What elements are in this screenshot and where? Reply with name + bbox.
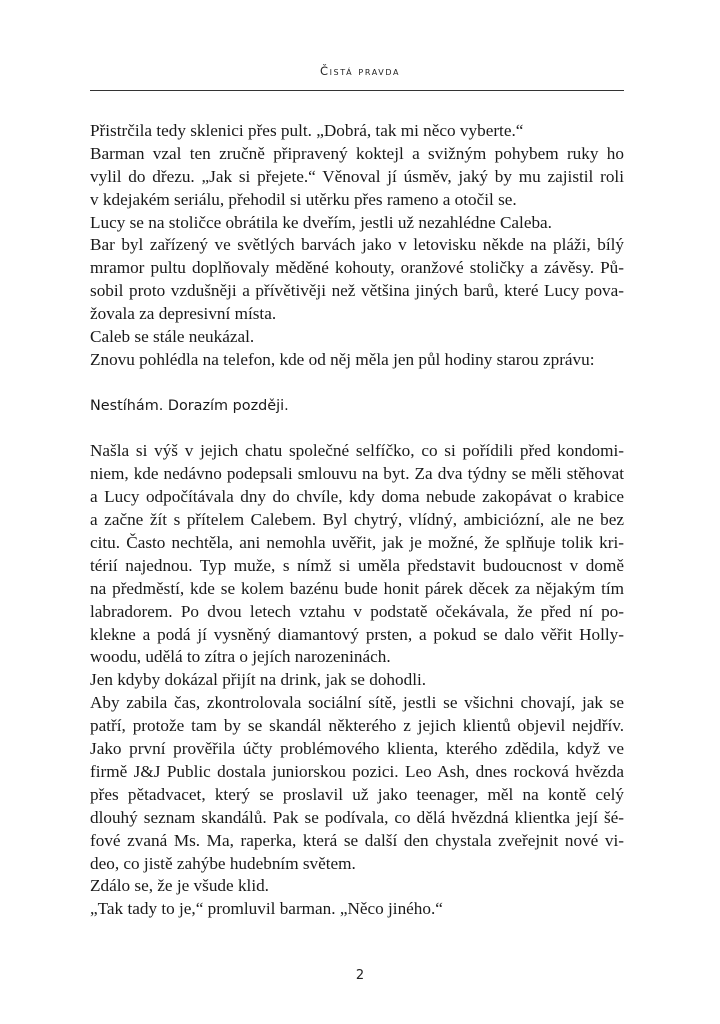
- paragraph-line: žovala za depresivní místa.: [90, 304, 277, 324]
- paragraph-line: niem, kde nedávno podepsali smlouvu na byt. Za dva týdny se měli stěhovat: [90, 464, 624, 484]
- header-rule: [90, 90, 624, 91]
- paragraph-gap: [90, 372, 624, 395]
- paragraph-line: sobil proto vzdušněji a přívětivěji než většina jiných barů, které Lucy pova-: [90, 281, 624, 301]
- running-head: Čistá pravda: [319, 64, 401, 78]
- paragraph-line: a začne žít s přítelem Calebem. Byl chytrý, vlídný, ambiciózní, ale ne bez: [90, 510, 624, 530]
- paragraph-line: vylil do dřezu. „Jak si přejete.“ Věnoval jí úsměv, jaký by mu zajistil roli: [90, 166, 624, 186]
- paragraph-line: na předměstí, kde se kolem bazénu bude honit párek děcek za nějakým tím: [90, 578, 624, 598]
- paragraph-line: Jen kdyby dokázal přijít na drink, jak se dohodli.: [90, 670, 427, 690]
- paragraph-line: dlouhý seznam skandálů. Pak se podívala, co dělá hvězdná klientka její šé-: [90, 807, 624, 827]
- paragraph-line: patří, protože tam by se skandál některého z jejich klientů objevil nejdřív.: [90, 716, 624, 736]
- paragraph-line: woodu, udělá to zítra o jejích narozeninách.: [90, 647, 391, 667]
- paragraph-line: Lucy se na stoličce obrátila ke dveřím, jestli už nezahlédne Caleba.: [90, 212, 552, 232]
- body-text: [90, 120, 624, 921]
- paragraph-line: přes pětadvacet, který se proslavil už jako teenager, měl na kontě celý: [90, 784, 624, 804]
- paragraph-line: citu. Často nechtěla, ani nemohla uvěřit, jak je možné, že splňuje tolik kri-: [90, 533, 624, 553]
- paragraph-line: Přistrčila tedy sklenici přes pult. „Dobrá, tak mi něco vyberte.“: [90, 121, 524, 140]
- paragraph-line: fové zvaná Ms. Ma, raperka, která se další den chystala zveřejnit nové vi-: [90, 830, 624, 850]
- paragraph-line: Znovu pohlédla na telefon, kde od něj měla jen půl hodiny starou zprávu:: [90, 349, 595, 369]
- paragraph-line: v kdejakém seriálu, přehodil si utěrku přes rameno a otočil se.: [90, 189, 517, 209]
- paragraph-line: klekne a podá jí vysněný diamantový prsten, a pokud se dalo věřit Holly-: [90, 624, 624, 644]
- paragraph-line: a Lucy odpočítávala dny do chvíle, kdy doma nebude zakopávat o krabice: [90, 487, 624, 507]
- page-number: 2: [355, 968, 365, 983]
- paragraph-line: térií najednou. Typ muže, s nímž si uměla představit budoucnost v domě: [90, 555, 624, 575]
- paragraph-line: Zdálo se, že je všude klid.: [90, 876, 269, 896]
- paragraph-line: „Tak tady to je,“ promluvil barman. „Něco jiného.“: [90, 899, 443, 919]
- paragraph-gap: [90, 418, 624, 441]
- paragraph-line: Jako první prověřila účty problémového klienta, kterého zdědila, když ve: [90, 739, 624, 759]
- paragraph-line: Barman vzal ten zručně připravený koktejl a svižným pohybem ruky ho: [90, 143, 624, 163]
- paragraph-line: firmě J&J Public dostala juniorskou pozici. Leo Ash, dnes rocková hvězda: [90, 761, 624, 781]
- paragraph-line: Našla si výš v jejich chatu společné selfíčko, co si pořídili před kondomi-: [90, 441, 624, 461]
- paragraph-line: labradorem. Po dvou letech vztahu v podstatě očekávala, že před ní po-: [90, 601, 624, 621]
- paragraph-line: Caleb se stále neukázal.: [90, 327, 255, 347]
- paragraph-line: deo, co jistě zahýbe hudebním světem.: [90, 853, 356, 873]
- paragraph-line: mramor pultu doplňovaly měděné kohouty, oranžové stoličky a závěsy. Pů-: [90, 258, 624, 278]
- paragraph-line: Bar byl zařízený ve světlých barvách jako v letovisku někde na pláži, bílý: [90, 235, 624, 255]
- text-message: Nestíhám. Dorazím později.: [90, 397, 289, 414]
- paragraph-line: Aby zabila čas, zkontrolovala sociální sítě, jestli se všichni chovají, jak se: [90, 693, 624, 713]
